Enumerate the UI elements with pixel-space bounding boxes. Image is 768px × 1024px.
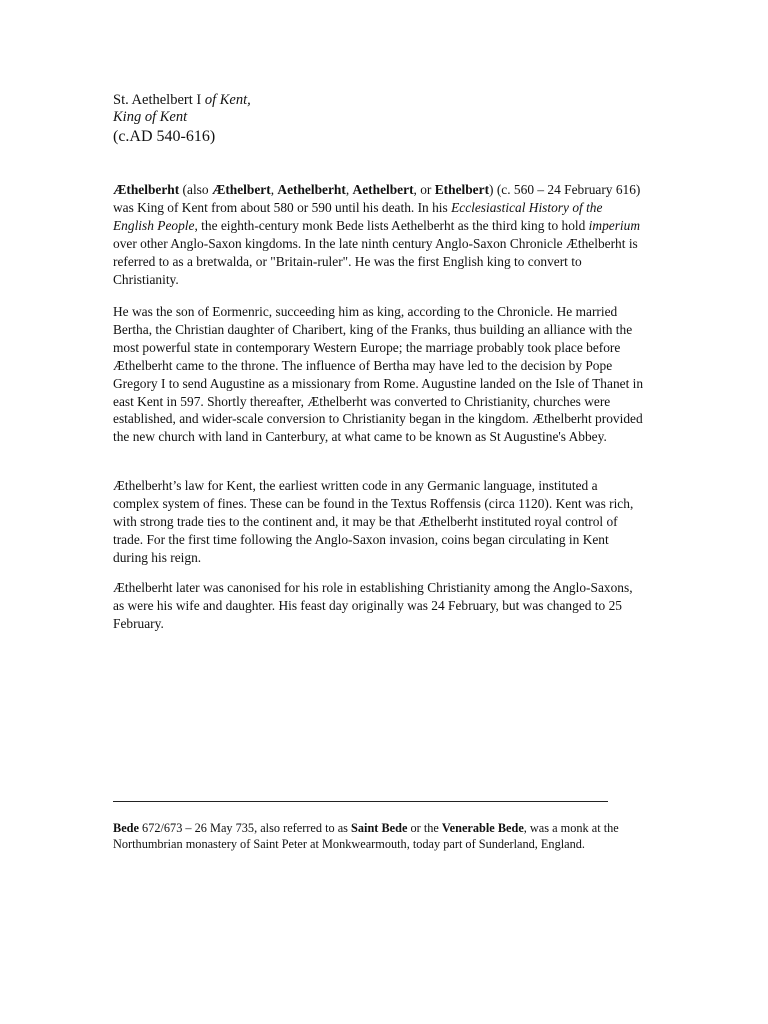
text-run: , bbox=[345, 182, 353, 197]
text-run: (also bbox=[179, 182, 212, 197]
text-run: , or bbox=[413, 182, 435, 197]
bold-name: Bede bbox=[113, 821, 139, 835]
text-run: , bbox=[270, 182, 278, 197]
bold-name: Aethelbert bbox=[352, 182, 414, 197]
bold-name: Ethelbert bbox=[434, 182, 490, 197]
bold-name: Saint Bede bbox=[351, 821, 408, 835]
bold-name: Æthelberht bbox=[113, 182, 180, 197]
paragraph-law: Æthelberht’s law for Kent, the earliest written code in any Germanic language, instituted a complex system of fines. These can be found in the Textus Roffensis (circa 1120). Kent was rich, with strong trade ties to the continent and, it may be that Æthelberht instituted royal control of trade. For the first time following the Anglo-Saxon invasion, coins began circulating in Kent during his reign. bbox=[113, 478, 634, 565]
text-run: , the eighth-century monk Bede lists Aethelberht as the third king to hold bbox=[194, 217, 589, 233]
bold-name: Æthelbert bbox=[211, 182, 271, 197]
footnote bbox=[113, 820, 653, 852]
bold-name: Aethelberht bbox=[277, 182, 346, 197]
text-run: ) (c. 560 – 24 February 616) was King of Kent from about 580 or 590 until his death. In his bbox=[113, 182, 641, 215]
document-heading bbox=[113, 92, 251, 147]
heading-title-italic: of Kent, bbox=[204, 92, 251, 108]
text-run: over other Anglo-Saxon kingdoms. In the late ninth century Anglo-Saxon Chronicle Æthelberht is referred to as a bretwalda, or "Britain-ruler". He was the first English king to convert to Christianity. bbox=[113, 235, 638, 287]
heading-subtitle: King of Kent bbox=[113, 109, 188, 125]
heading-dates: (c.AD 540-616) bbox=[113, 128, 216, 145]
text-run: or the bbox=[407, 821, 442, 835]
bold-name: Venerable Bede bbox=[441, 821, 524, 835]
paragraph-marriage: He was the son of Eormenric, succeeding him as king, according to the Chronicle. He married Bertha, the Christian daughter of Charibert, king of the Franks, thus building an alliance with the most powerful state in contemporary Western Europe; the marriage probably took place before Æthelberht came to the throne. The influence of Bertha may have led to the decision by Pope Gregory I to send Augustine as a missionary from Rome. Augustine landed on the Isle of Thanet in east Kent in 597. Shortly thereafter, Æthelberht was converted to Christianity, churches were established, and wider-scale conversion to Christianity began in the kingdom. Æthelberht provided the new church with land in Canterbury, at what came to be known as St Augustine's Abbey. bbox=[113, 304, 644, 445]
text-run: , was a monk at the Northumbrian monastery of Saint Peter at Monkwearmouth, today part of Sunderland, England. bbox=[113, 821, 619, 852]
heading-title: St. Aethelbert I bbox=[113, 92, 205, 108]
book-title: Ecclesiastical History of the English People bbox=[113, 199, 603, 233]
text-run: 672/673 – 26 May 735, also referred to as bbox=[138, 821, 352, 835]
paragraph-intro bbox=[113, 181, 645, 288]
footnote-separator bbox=[113, 801, 608, 802]
italic-term: imperium bbox=[588, 217, 640, 233]
paragraph-canonisation: Æthelberht later was canonised for his role in establishing Christianity among the Anglo-Saxons, as were his wife and daughter. His feast day originally was 24 February, but was changed to 25 February. bbox=[113, 580, 633, 631]
